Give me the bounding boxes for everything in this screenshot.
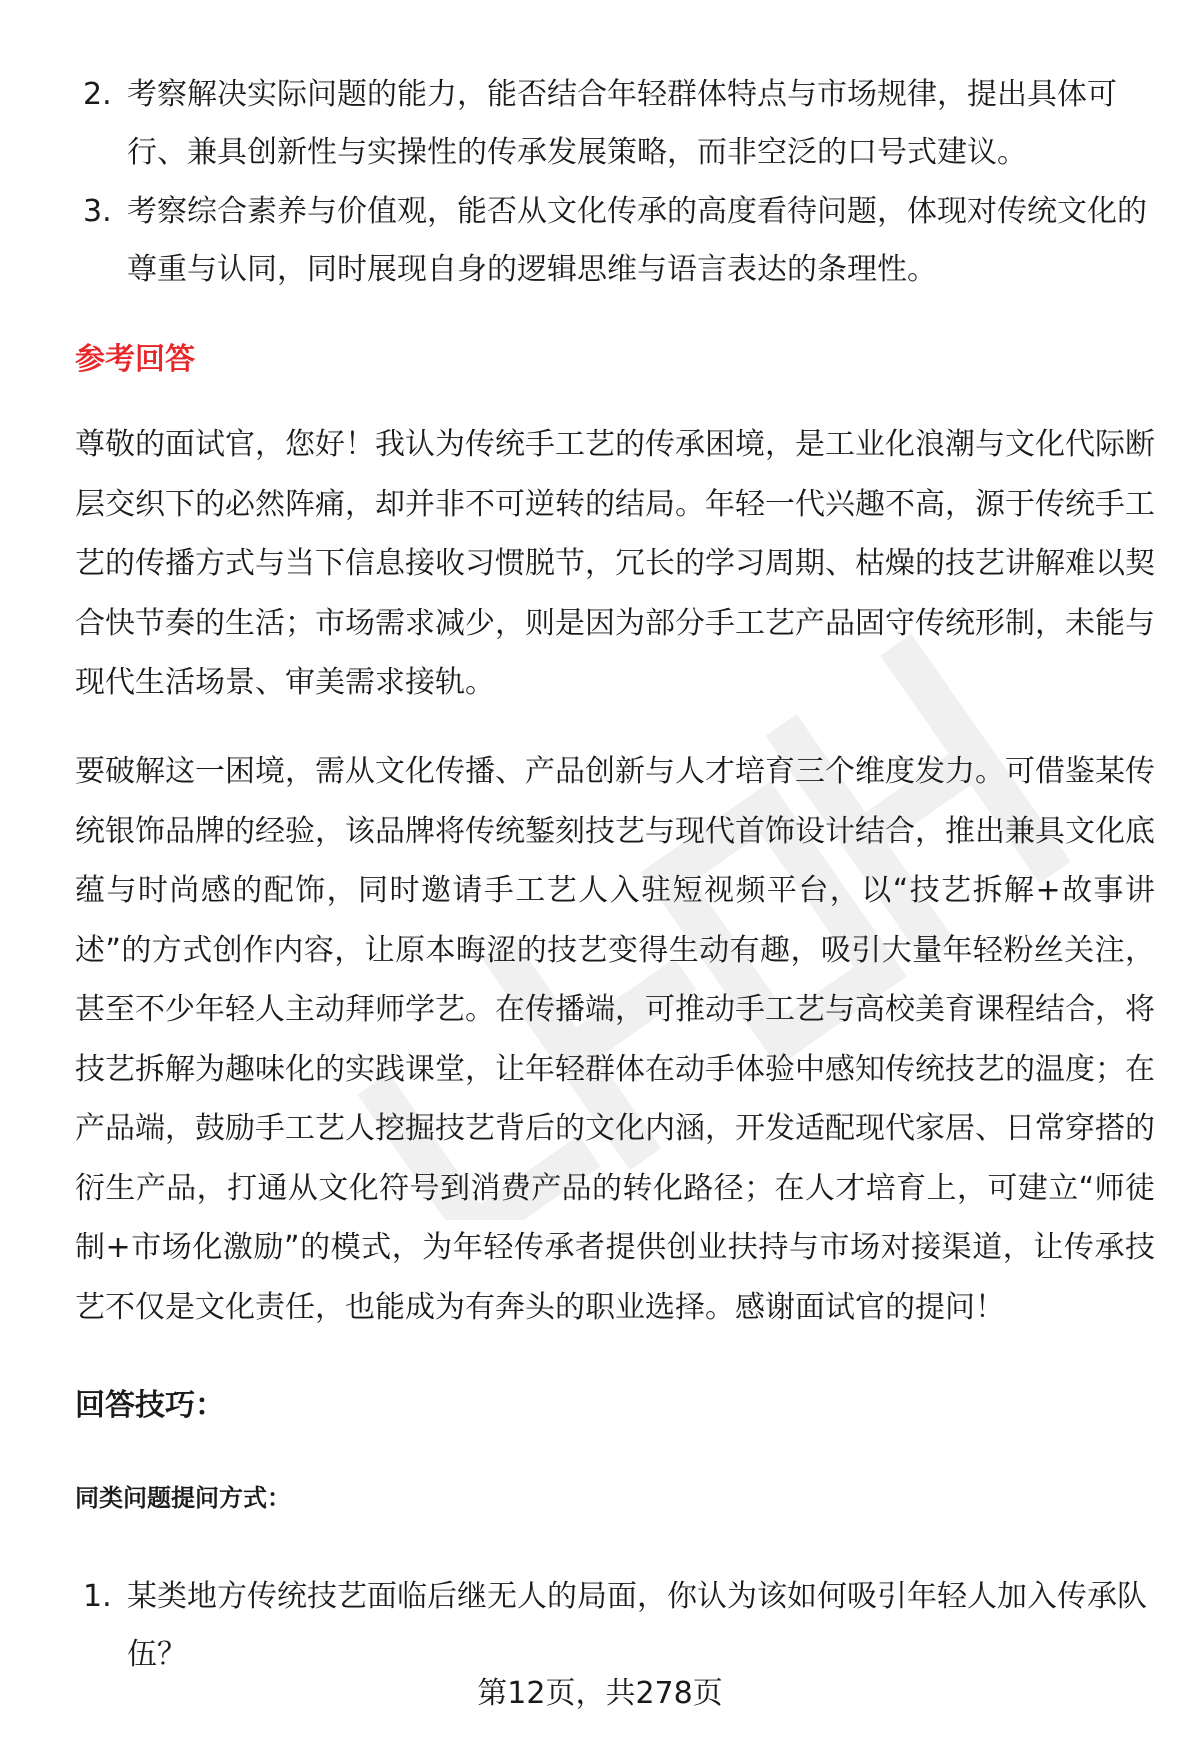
answer-paragraph: 尊敬的面试官，您好！我认为传统手工艺的传承困境，是工业化浪潮与文化代际断层交织下的必然阵痛，却并非不可逆转的结局。年轻一代兴趣不高，源于传统手工艺的传播方式与当下信息接收习惯脱节，冗长的学习周期、枯燥的技艺讲解难以契合快节奏的生活；市场需求减少，则是因为部分手工艺产品固守传统形制，未能与现代生活场景、审美需求接轨。 [75,427,1155,700]
list-item [75,1568,1150,1684]
similar-questions-heading: 同类问题提问方式： [75,1484,291,1512]
answer-tips-heading: 回答技巧： [75,1388,225,1423]
list-item [75,66,1150,182]
list-item [75,183,1150,299]
evaluation-points-list [75,66,1150,300]
similar-questions-list [75,1568,1150,1685]
list-item-number: 1. [83,1579,112,1614]
list-item-number: 3. [83,194,112,229]
reference-answer-heading: 参考回答 [75,342,195,377]
list-item-text: 考察解决实际问题的能力，能否结合年轻群体特点与市场规律，提出具体可行、兼具创新性与实操性的传承发展策略，而非空泛的口号式建议。 [127,77,1117,170]
answer-paragraph: 要破解这一困境，需从文化传播、产品创新与人才培育三个维度发力。可借鉴某传统银饰品牌的经验，该品牌将传统錾刻技艺与现代首饰设计结合，推出兼具文化底蕴与时尚感的配饰，同时邀请手工艺人入驻短视频平台，以“技艺拆解+故事讲述”的方式创作内容，让原本晦涩的技艺变得生动有趣，吸引大量年轻粉丝关注，甚至不少年轻人主动拜师学艺。在传播端，可推动手工艺与高校美育课程结合，将技艺拆解为趣味化的实践课堂，让年轻群体在动手体验中感知传统技艺的温度；在产品端，鼓励手工艺人挖掘技艺背后的文化内涵，开发适配现代家居、日常穿搭的衍生产品，打通从文化符号到消费产品的转化路径；在人才培育上，可建立“师徒制+市场化激励”的模式，为年轻传承者提供创业扶持与市场对接渠道，让传承技艺不仅是文化责任，也能成为有奔头的职业选择。感谢面试官的提问！ [75,754,1155,1325]
list-item-number: 2. [83,77,112,112]
list-item-text: 某类地方传统技艺面临后继无人的局面，你认为该如何吸引年轻人加入传承队伍？ [127,1579,1147,1672]
page-number-footer: 第12页，共278页 [477,1676,723,1711]
list-item-text: 考察综合素养与价值观，能否从文化传承的高度看待问题，体现对传统文化的尊重与认同，同时展现自身的逻辑思维与语言表达的条理性。 [127,194,1147,287]
